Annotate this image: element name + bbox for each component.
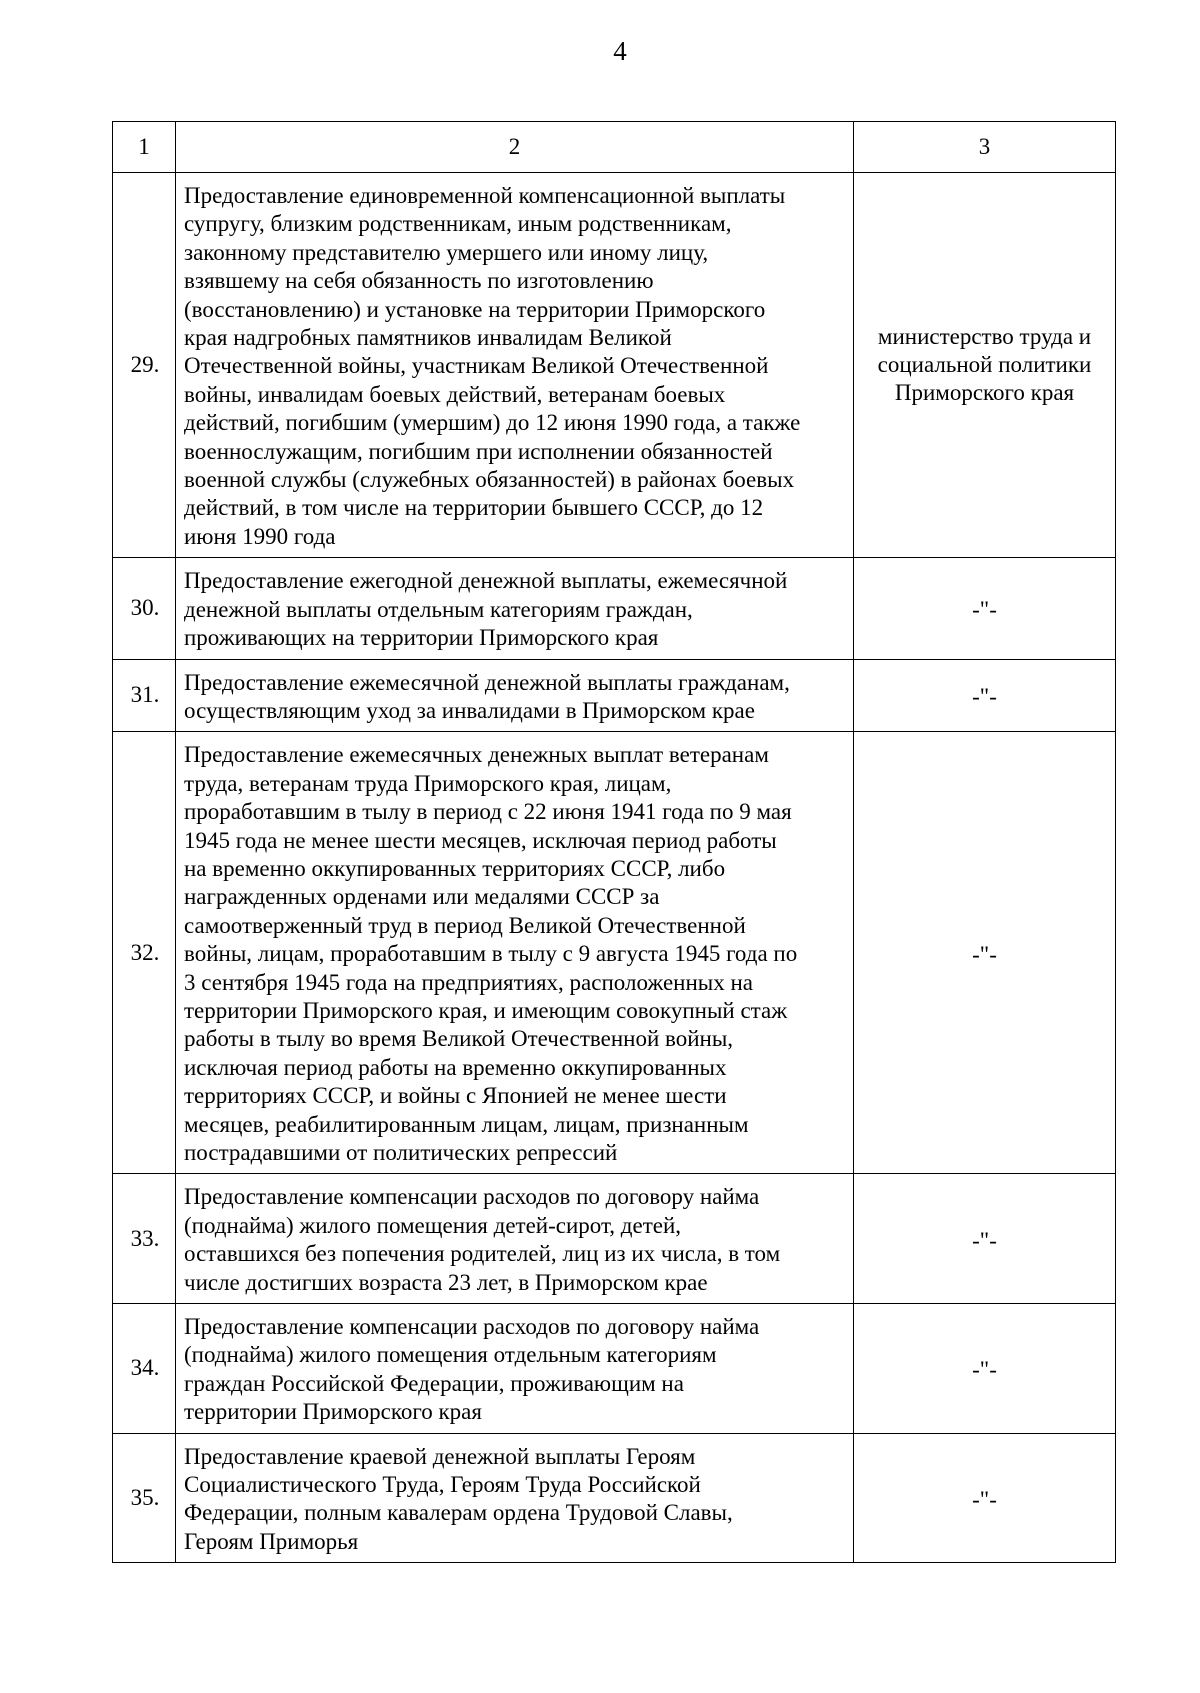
row-number: 31. <box>130 682 160 708</box>
service-text-line: самоотверженный труд в период Великой Отечественной <box>184 912 746 938</box>
row-number-cell <box>113 659 176 732</box>
service-text-line: территории Приморского края <box>184 1399 482 1425</box>
row-number: 32. <box>130 939 160 965</box>
service-text-line: действий, в том числе на территории бывшего СССР, до 12 <box>184 495 764 521</box>
agency-text-line: Приморского края <box>894 380 1075 406</box>
service-text-line: проживающих на территории Приморского края <box>184 625 659 651</box>
row-number: 30. <box>130 595 160 621</box>
row-number-cell <box>113 173 176 558</box>
services-table <box>112 121 1116 1563</box>
service-text-line: войны, лицам, проработавшим в тылу с 9 августа 1945 года по <box>184 941 798 967</box>
service-text-line: (восстановлению) и установке на территории Приморского <box>184 296 766 322</box>
service-text-line: Предоставление ежегодной денежной выплаты, ежемесячной <box>184 568 788 594</box>
service-description-cell <box>176 1433 854 1563</box>
table-header-row <box>113 122 1116 173</box>
service-text-line: военной службы (служебных обязанностей) в районах боевых <box>184 467 795 493</box>
service-text-line: месяцев, реабилитированным лицам, лицам, признанным <box>184 1111 749 1137</box>
table-row <box>113 558 1116 659</box>
row-number: 33. <box>130 1225 160 1251</box>
service-text-line: проработавшим в тылу в период с 22 июня 1941 года по 9 мая <box>184 799 792 825</box>
service-text-line: взявшему на себя обязанность по изготовлению <box>184 268 654 294</box>
responsible-agency-cell <box>854 659 1116 732</box>
agency-text-line: социальной политики <box>877 351 1092 377</box>
service-text-line: пострадавшими от политических репрессий <box>184 1140 618 1165</box>
row-number-cell <box>113 558 176 659</box>
agency-text-line: -"- <box>972 1227 997 1253</box>
ditto-mark <box>972 937 997 969</box>
responsible-agency-cell <box>854 1304 1116 1434</box>
service-description-cell <box>176 732 854 1174</box>
service-text-line: действий, погибшим (умершим) до 12 июня 1990 года, а также <box>184 410 801 436</box>
table-row <box>113 1174 1116 1304</box>
header-col-1: 1 <box>113 122 176 173</box>
table-row <box>113 1433 1116 1563</box>
agency-name <box>854 323 1115 408</box>
agency-text-line: -"- <box>972 597 997 623</box>
ditto-mark <box>972 592 997 624</box>
service-text-line: оставшихся без попечения родителей, лиц из их числа, в том <box>184 1241 781 1267</box>
service-text-line: 3 сентября 1945 года на предприятиях, расположенных на <box>184 969 754 995</box>
responsible-agency-cell <box>854 558 1116 659</box>
responsible-agency-cell <box>854 1174 1116 1304</box>
service-text-line: Героям Приморья <box>184 1528 359 1554</box>
responsible-agency-cell <box>854 732 1116 1174</box>
row-number: 34. <box>130 1355 160 1381</box>
service-text-line: работы в тылу во время Великой Отечественной войны, <box>184 1026 734 1052</box>
service-text-line: территориях СССР, и войны с Японией не менее шести <box>184 1083 727 1109</box>
service-text-line: Предоставление ежемесячной денежной выплаты гражданам, <box>184 669 790 695</box>
table-row <box>113 732 1116 1174</box>
service-text-line: Отечественной войны, участникам Великой Отечественной <box>184 353 769 379</box>
agency-text-line: -"- <box>972 684 997 710</box>
service-description-cell <box>176 558 854 659</box>
service-text-line: края надгробных памятников инвалидам Великой <box>184 325 672 351</box>
service-description-cell <box>176 659 854 732</box>
page-number: 4 <box>613 36 627 66</box>
service-text-line: июня 1990 года <box>184 523 336 549</box>
service-text-line: Предоставление ежемесячных денежных выплат ветеранам <box>184 742 769 768</box>
service-text-line: денежной выплаты отдельным категориям граждан, <box>184 596 693 622</box>
responsible-agency-cell <box>854 1433 1116 1563</box>
agency-text-line: министерство труда и <box>877 323 1092 349</box>
service-text-line: исключая период работы на временно оккупированных <box>184 1054 727 1080</box>
service-text-line: Предоставление единовременной компенсационной выплаты <box>184 183 786 208</box>
service-text-line: осуществляющим уход за инвалидами в Приморском крае <box>184 697 755 723</box>
row-number: 29. <box>130 351 160 377</box>
service-text-line: (поднайма) жилого помещения детей-сирот, детей, <box>184 1212 682 1238</box>
service-text-line: военнослужащим, погибшим при исполнении обязанностей <box>184 438 773 464</box>
service-text-line: Социалистического Труда, Героям Труда Российской <box>184 1472 701 1498</box>
agency-text-line: -"- <box>972 1357 997 1383</box>
service-text-line: супругу, близким родственникам, иным родственникам, <box>184 211 732 237</box>
header-col-2: 2 <box>176 122 854 173</box>
row-number-cell <box>113 1433 176 1563</box>
ditto-mark <box>972 1352 997 1384</box>
ditto-mark <box>972 1482 997 1514</box>
service-text-line: войны, инвалидам боевых действий, ветеранам боевых <box>184 381 726 407</box>
ditto-mark <box>972 1223 997 1255</box>
service-text-line: Предоставление компенсации расходов по договору найма <box>184 1184 760 1210</box>
service-text-line: Предоставление компенсации расходов по договору найма <box>184 1314 760 1340</box>
row-number: 35. <box>130 1484 160 1510</box>
service-text-line: числе достигших возраста 23 лет, в Приморском крае <box>184 1269 708 1295</box>
service-text-line: законному представителю умершего или иному лицу, <box>184 239 709 265</box>
service-text-line: на временно оккупированных территориях СССР, либо <box>184 855 726 881</box>
row-number-cell <box>113 1174 176 1304</box>
service-text-line: Предоставление краевой денежной выплаты Героям <box>184 1443 696 1469</box>
ditto-mark <box>972 679 997 711</box>
service-text-line: труда, ветеранам труда Приморского края, лицам, <box>184 770 672 796</box>
row-number-cell <box>113 732 176 1174</box>
header-col-3: 3 <box>854 122 1116 173</box>
service-text-line: (поднайма) жилого помещения отдельным категориям <box>184 1342 717 1368</box>
table-row <box>113 173 1116 558</box>
service-description-cell <box>176 1304 854 1434</box>
service-description-cell <box>176 173 854 558</box>
table-row <box>113 1304 1116 1434</box>
service-text-line: граждан Российской Федерации, проживающим на <box>184 1370 684 1396</box>
service-text-line: Федерации, полным кавалерам ордена Трудовой Славы, <box>184 1500 733 1526</box>
agency-text-line: -"- <box>972 1486 997 1512</box>
row-number-cell <box>113 1304 176 1434</box>
service-text-line: награжденных орденами или медалями СССР за <box>184 884 660 910</box>
service-description-cell <box>176 1174 854 1304</box>
agency-text-line: -"- <box>972 941 997 967</box>
table-row <box>113 659 1116 732</box>
service-text-line: 1945 года не менее шести месяцев, исключая период работы <box>184 827 777 853</box>
service-text-line: территории Приморского края, и имеющим совокупный стаж <box>184 997 788 1023</box>
responsible-agency-cell <box>854 173 1116 558</box>
